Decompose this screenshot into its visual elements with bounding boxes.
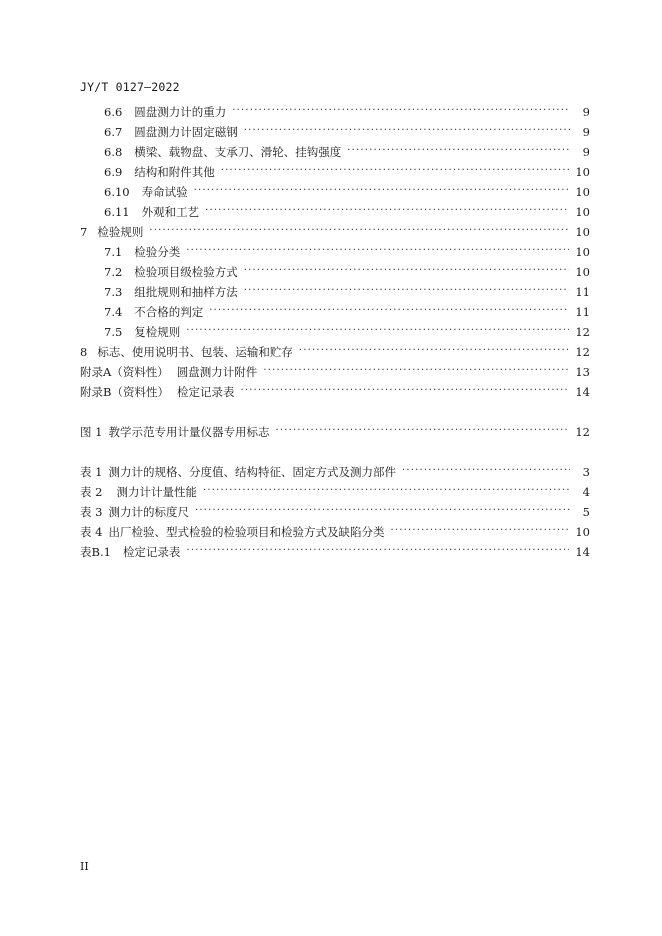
toc-entry[interactable]: [104, 104, 590, 120]
toc-entry-page: 11: [575, 305, 590, 319]
leader-dots: [263, 364, 569, 380]
table-entry[interactable]: [80, 524, 590, 540]
page-number-roman: II: [80, 860, 89, 873]
table-entry-number: 表 1: [80, 465, 103, 479]
toc-entry-number: 附录A（资料性）: [80, 365, 169, 379]
leader-dots: [194, 184, 570, 200]
toc-entry-page: 9: [582, 145, 590, 159]
toc-entry-page: 10: [575, 165, 590, 179]
toc-entry-number: 附录B（资料性）: [80, 385, 169, 399]
toc-entry-number: 6.9: [104, 165, 123, 179]
toc-entry-title: 不合格的判定: [134, 305, 204, 319]
table-entry-title: 测力计的标度尺: [108, 505, 189, 519]
toc-entry-title: 复检规则: [134, 325, 181, 339]
leader-dots: [244, 264, 570, 280]
table-entry[interactable]: [80, 504, 590, 520]
toc-entry-number: 7.3: [104, 285, 123, 299]
toc-entry-page: 10: [575, 245, 590, 259]
leader-dots: [299, 344, 570, 360]
toc-entry-page: 10: [575, 205, 590, 219]
toc-entry-title: 标志、使用说明书、包装、运输和贮存: [97, 345, 293, 359]
leader-dots: [205, 204, 569, 220]
toc-entry[interactable]: [80, 384, 590, 400]
table-entry[interactable]: [80, 484, 590, 500]
toc-entry[interactable]: [104, 124, 590, 140]
toc-entry-number: 8: [80, 345, 88, 359]
table-entry-page: 4: [582, 485, 590, 499]
toc-entry-number: 7.1: [104, 245, 123, 259]
toc-entry[interactable]: [80, 344, 590, 360]
toc-entry[interactable]: [80, 224, 590, 240]
leader-dots: [390, 524, 569, 540]
toc-entry-number: 7.5: [104, 325, 123, 339]
toc-entry[interactable]: [104, 144, 590, 160]
toc-entry-page: 10: [575, 225, 590, 239]
table-entry-title: 测力计计量性能: [116, 485, 197, 499]
toc-entry-title: 外观和工艺: [141, 205, 200, 219]
toc-entry-number: 6.6: [104, 105, 123, 119]
toc-entry[interactable]: [80, 364, 590, 380]
document-code: JY/T 0127—2022: [80, 80, 180, 94]
toc-entry-number: 6.7: [104, 125, 123, 139]
toc-entry-title: 组批规则和抽样方法: [134, 285, 238, 299]
leader-dots: [244, 124, 570, 140]
table-entry[interactable]: [80, 464, 590, 480]
toc-entry-page: 11: [575, 285, 590, 299]
table-entry[interactable]: [80, 544, 590, 560]
leader-dots: [209, 304, 569, 320]
leader-dots: [186, 244, 569, 260]
leader-dots: [186, 544, 569, 560]
toc-entry-page: 14: [575, 385, 590, 399]
table-entry-number: 表 3: [80, 505, 103, 519]
toc-entry-title: 寿命试验: [141, 185, 188, 199]
toc-entry-title: 圆盘测力计固定磁钢: [134, 125, 238, 139]
leader-dots: [402, 464, 570, 480]
toc-entry-title: 检验项目级检验方式: [134, 265, 238, 279]
leader-dots: [149, 224, 569, 240]
toc-entry-number: 6.10: [104, 185, 130, 199]
toc-entry-title: 检验规则: [97, 225, 144, 239]
table-entry-page: 10: [575, 525, 590, 539]
toc-entry-number: 7.4: [104, 305, 123, 319]
toc-entry-number: 6.8: [104, 145, 123, 159]
leader-dots: [347, 144, 570, 160]
leader-dots: [221, 164, 570, 180]
toc-entry-page: 10: [575, 265, 590, 279]
toc-entry-page: 9: [582, 125, 590, 139]
toc-entry-number: 6.11: [104, 205, 130, 219]
table-entry-number: 表 2: [80, 485, 103, 499]
toc-entry[interactable]: [104, 304, 590, 320]
toc-entry[interactable]: [104, 264, 590, 280]
toc-entry[interactable]: [104, 184, 590, 200]
table-entry-number: 表B.1: [80, 545, 111, 559]
figure-entry-title: 教学示范专用计量仪器专用标志: [108, 425, 270, 439]
toc-entry-title: 结构和附件其他: [134, 165, 215, 179]
table-entry-title: 检定记录表: [122, 545, 181, 559]
toc-entry[interactable]: [104, 244, 590, 260]
leader-dots: [244, 284, 570, 300]
toc-entry-page: 10: [575, 185, 590, 199]
figure-entry[interactable]: [80, 424, 590, 440]
toc-entry[interactable]: [104, 204, 590, 220]
toc-entry-number: 7.2: [104, 265, 123, 279]
table-entry-title: 出厂检验、型式检验的检验项目和检验方式及缺陷分类: [108, 525, 385, 539]
leader-dots: [195, 504, 570, 520]
toc-entry[interactable]: [104, 324, 590, 340]
toc-entry[interactable]: [104, 164, 590, 180]
table-entry-page: 14: [575, 545, 590, 559]
table-entry-title: 测力计的规格、分度值、结构特征、固定方式及测力部件: [108, 465, 396, 479]
toc-entry[interactable]: [104, 284, 590, 300]
toc-entry-number: 7: [80, 225, 88, 239]
table-entry-number: 表 4: [80, 525, 103, 539]
table-entry-page: 5: [582, 505, 590, 519]
toc-entry-title: 检验分类: [134, 245, 181, 259]
toc-entry-page: 12: [575, 325, 590, 339]
figure-entry-number: 图 1: [80, 425, 103, 439]
toc-entry-page: 13: [575, 365, 590, 379]
toc-entry-page: 12: [575, 345, 590, 359]
toc-entry-page: 9: [582, 105, 590, 119]
leader-dots: [232, 104, 570, 120]
leader-dots: [186, 324, 569, 340]
leader-dots: [203, 484, 570, 500]
leader-dots: [240, 384, 569, 400]
toc-entry-title: 圆盘测力计的重力: [134, 105, 227, 119]
toc-entry-title: 检定记录表: [176, 385, 235, 399]
leader-dots: [275, 424, 569, 440]
table-entry-page: 3: [582, 465, 590, 479]
toc-entry-title: 圆盘测力计附件: [176, 365, 258, 379]
toc-entry-title: 横梁、载物盘、支承刀、滑轮、挂钩强度: [134, 145, 342, 159]
figure-entry-page: 12: [575, 425, 590, 439]
